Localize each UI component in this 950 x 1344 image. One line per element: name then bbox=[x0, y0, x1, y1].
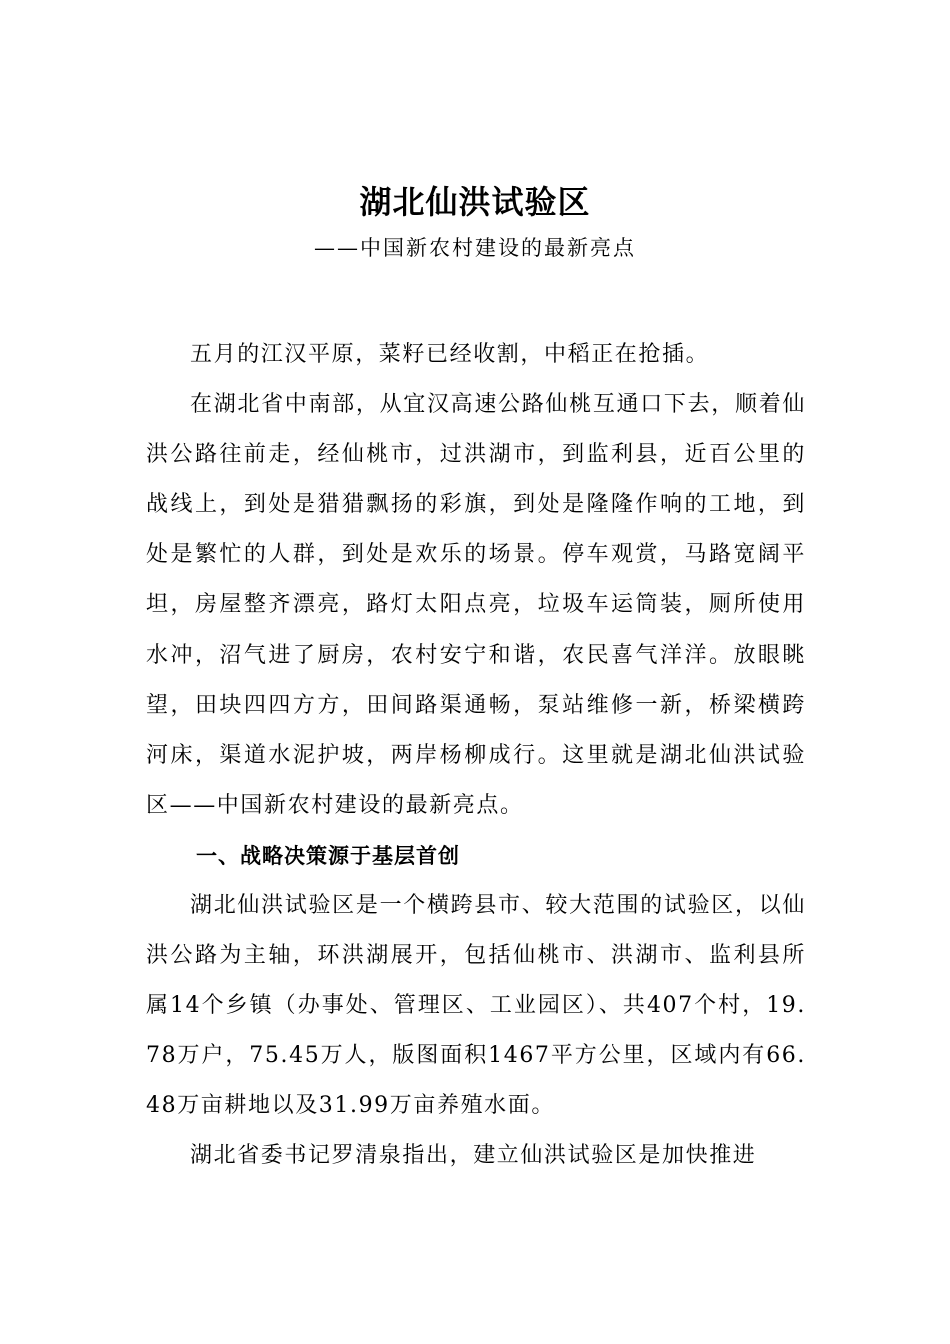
paragraph-quote: 湖北省委书记罗清泉指出，建立仙洪试验区是加快推进 bbox=[190, 1143, 757, 1169]
paragraph-intro: 五月的江汉平原，菜籽已经收割，中稻正在抢插。 bbox=[190, 342, 710, 367]
paragraph-overview: 湖北仙洪试验区是一个横跨县市、较大范围的试验区，以仙洪公路为主轴，环洪湖展开，包括仙桃市、洪湖市、监利县所属14个乡镇（办事处、管理区、工业园区）、共407个村，19.78万户，75.45万人，版图面积1467平方公里，区域内有66.48万亩耕地以及31.99万亩养殖水面。 bbox=[146, 892, 806, 1119]
document-body bbox=[146, 330, 806, 1182]
document-title: 湖北仙洪试验区 bbox=[359, 183, 591, 221]
section-heading: 一、战略决策源于基层首创 bbox=[196, 843, 460, 868]
paragraph-scene: 在湖北省中南部，从宜汉高速公路仙桃互通口下去，顺着仙洪公路往前走，经仙桃市，过洪湖市，到监利县，近百公里的战线上，到处是猎猎飘扬的彩旗，到处是隆隆作响的工地，到处是繁忙的人群，到处是欢乐的场景。停车观赏，马路宽阔平坦，房屋整齐漂亮，路灯太阳点亮，垃圾车运筒装，厕所使用水冲，沼气进了厨房，农村安宁和谐，农民喜气洋洋。放眼眺望，田块四四方方，田间路渠通畅，泵站维修一新，桥梁横跨河床，渠道水泥护坡，两岸杨柳成行。这里就是湖北仙洪试验区——中国新农村建设的最新亮点。 bbox=[146, 392, 806, 818]
document-subtitle: ——中国新农村建设的最新亮点 bbox=[314, 236, 636, 260]
